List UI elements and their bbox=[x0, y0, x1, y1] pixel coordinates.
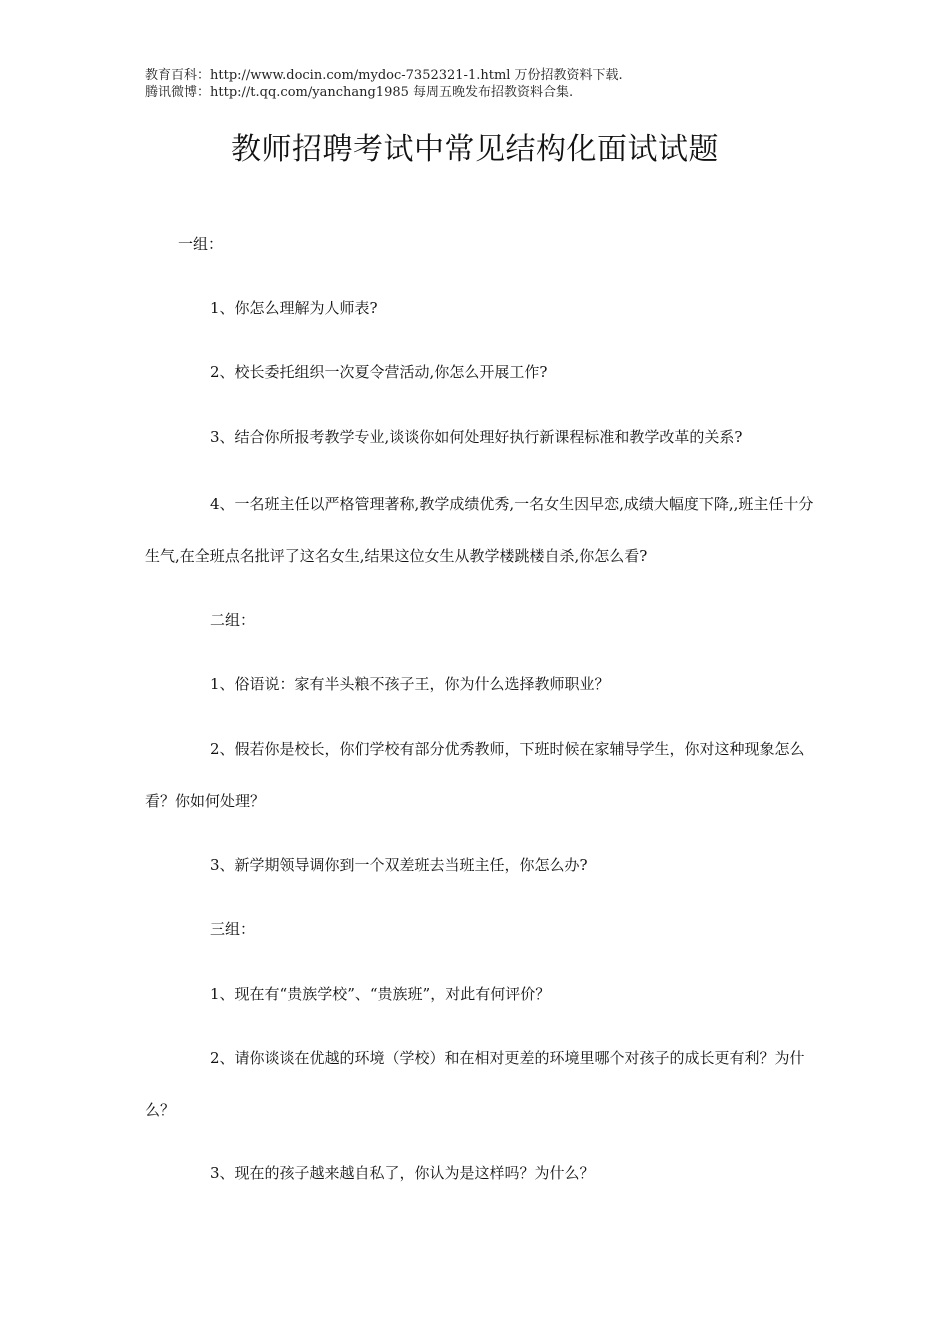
group-2-question-1: 1、俗语说：家有半头粮不孩子王，你为什么选择教师职业？ bbox=[210, 675, 610, 693]
group-2-label: 二组： bbox=[210, 611, 256, 629]
group-1-question-1: 1、你怎么理解为人师表? bbox=[210, 299, 378, 317]
group-2-question-2: 2、假若你是校长，你们学校有部分优秀教师，下班时候在家辅导学生，你对这种现象怎么看？你如何处理？ bbox=[145, 740, 805, 810]
group-3-question-3: 3、现在的孩子越来越自私了，你认为是这样吗？为什么？ bbox=[210, 1164, 595, 1182]
group-3-question-2: 2、请你谈谈在优越的环境（学校）和在相对更差的环境里哪个对孩子的成长更有利？为什么？ bbox=[145, 1049, 805, 1119]
group-1-question-2: 2、校长委托组织一次夏令营活动,你怎么开展工作? bbox=[210, 363, 548, 381]
document-title: 教师招聘考试中常见结构化面试试题 bbox=[231, 132, 719, 167]
group-1-question-3: 3、结合你所报考教学专业,谈谈你如何处理好执行新课程标准和教学改革的关系? bbox=[210, 428, 743, 446]
header-info-line-1: 教育百科：http://www.docin.com/mydoc-7352321-1.html 万份招教资料下载. bbox=[145, 68, 623, 83]
header-info-line-2: 腾讯微博：http://t.qq.com/yanchang1985 每周五晚发布招教资料合集. bbox=[145, 85, 574, 100]
group-3-label: 三组： bbox=[210, 920, 256, 938]
group-1-question-4: 4、一名班主任以严格管理著称,教学成绩优秀,一名女生因早恋,成绩大幅度下降,,班主任十分生气,在全班点名批评了这名女生,结果这位女生从教学楼跳楼自杀,你怎么看? bbox=[145, 495, 814, 565]
group-3-question-1: 1、现在有“贵族学校”、“贵族班”，对此有何评价？ bbox=[210, 985, 551, 1003]
group-1-label: 一组： bbox=[178, 235, 224, 253]
group-2-question-3: 3、新学期领导调你到一个双差班去当班主任，你怎么办? bbox=[210, 856, 588, 874]
